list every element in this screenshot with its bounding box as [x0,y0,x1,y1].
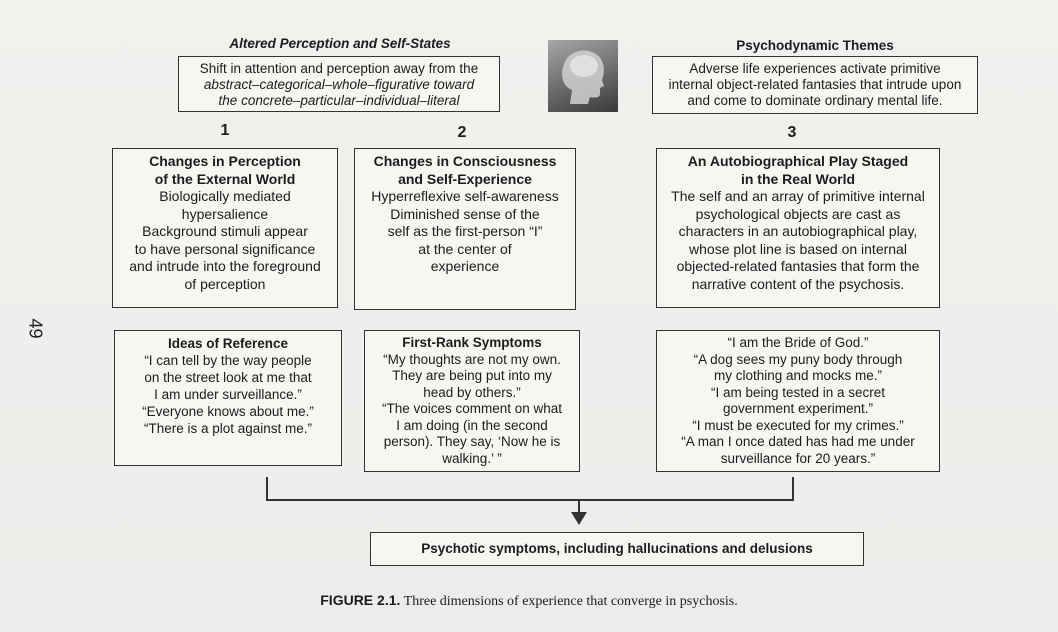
column-number-2: 2 [457,124,467,141]
first-rank-symptoms-line: They are being put into my [392,368,552,383]
first-rank-symptoms-line: walking.’ ” [442,450,502,466]
delusion-example-line: government experiment.” [722,401,874,416]
consciousness-title: Changes in Consciousness [373,153,557,169]
connector-left [266,477,268,500]
figure-caption [0,592,1058,610]
consciousness-line: experience [430,258,500,274]
autobiographical-title: in the Real World [740,170,856,187]
intro-left-line: the concrete–particular–individual–literal [218,93,460,108]
connector-bar [266,499,794,501]
perception-title: Changes in Perception [149,153,301,169]
ideas-of-reference-line: “There is a plot against me.” [143,421,313,436]
ideas-of-reference-line: “Everyone knows about me.” [142,404,314,419]
first-rank-symptoms-line: I am doing (in the second [396,417,548,433]
delusion-examples-box [656,330,940,472]
autobiographical-title: An Autobiographical Play Staged [687,153,909,169]
header-psychodynamic-themes: Psychodynamic Themes [736,38,894,53]
autobiographical-line: objected-related fantasies that form the [676,258,920,274]
consciousness-box [354,148,576,310]
head-profile-icon [548,40,618,112]
ideas-of-reference-box [114,330,342,466]
intro-right-line: internal object-related fantasies that intrude upon [668,77,962,92]
first-rank-symptoms-title: First-Rank Symptoms [402,335,542,350]
delusion-example-line: surveillance for 20 years.” [720,450,876,466]
ideas-of-reference-line: I am under surveillance.” [154,387,302,402]
first-rank-symptoms-line: head by others.” [423,384,521,400]
delusion-example-line: my clothing and mocks me.” [713,368,883,383]
first-rank-symptoms-line: “My thoughts are not my own. [383,351,561,367]
intro-box-left [178,56,500,112]
intro-left-line: abstract–categorical–whole–figurative toward [203,77,475,92]
perception-box [112,148,338,308]
perception-line: Biologically mediated [159,188,291,204]
perception-line: of perception [184,275,266,292]
consciousness-line: at the center of [418,240,512,257]
column-number-3: 3 [787,124,797,141]
page-number: 49 [25,318,46,339]
first-rank-symptoms-line: “The voices comment on what [381,401,563,416]
header-altered-perception: Altered Perception and Self-States [229,36,451,51]
intro-right-line: and come to dominate ordinary mental life. [687,93,943,108]
figure-label: FIGURE 2.1. [320,592,401,608]
perception-line: to have personal significance [134,240,316,257]
ideas-of-reference-title: Ideas of Reference [167,336,289,351]
perception-line: hypersalience [181,205,269,222]
autobiographical-line: psychological objects are cast as [695,205,901,222]
psychotic-symptoms-label: Psychotic symptoms, including hallucinations and delusions [421,541,813,556]
consciousness-line: self as the first-person “I” [387,223,543,239]
delusion-example-line: “A dog sees my puny body through [693,351,903,367]
consciousness-title: and Self-Experience [398,170,532,187]
consciousness-line: Hyperreflexive self-awareness [371,188,559,204]
first-rank-symptoms-line: person). They say, ‘Now he is [383,434,561,449]
autobiographical-line: characters in an autobiographical play, [678,223,918,239]
autobiographical-line: whose plot line is based on internal [689,240,907,257]
first-rank-symptoms-box [364,330,580,472]
delusion-example-line: “I am being tested in a secret [710,384,886,400]
intro-left-line: Shift in attention and perception away from the [199,61,479,76]
intro-right-line: Adverse life experiences activate primitive [689,61,941,76]
delusion-example-line: “A man I once dated has had me under [681,434,915,449]
perception-line: and intrude into the foreground [129,258,321,274]
figure-caption-text: Three dimensions of experience that converge in psychosis. [400,594,738,609]
perception-title: of the External World [154,170,296,187]
column-number-1: 1 [220,122,230,139]
consciousness-line: Diminished sense of the [390,205,540,222]
delusion-example-line: “I am the Bride of God.” [727,335,869,350]
psychotic-symptoms-box [370,532,864,566]
intro-box-right [652,56,978,114]
arrow-down-icon [571,512,587,526]
delusion-example-line: “I must be executed for my crimes.” [692,417,904,433]
autobiographical-line: narrative content of the psychosis. [691,275,905,292]
autobiographical-line: The self and an array of primitive internal [671,188,925,204]
perception-line: Background stimuli appear [142,223,308,239]
autobiographical-box [656,148,940,308]
ideas-of-reference-line: on the street look at me that [144,370,312,385]
ideas-of-reference-line: “I can tell by the way people [144,353,312,368]
connector-right [792,477,794,500]
